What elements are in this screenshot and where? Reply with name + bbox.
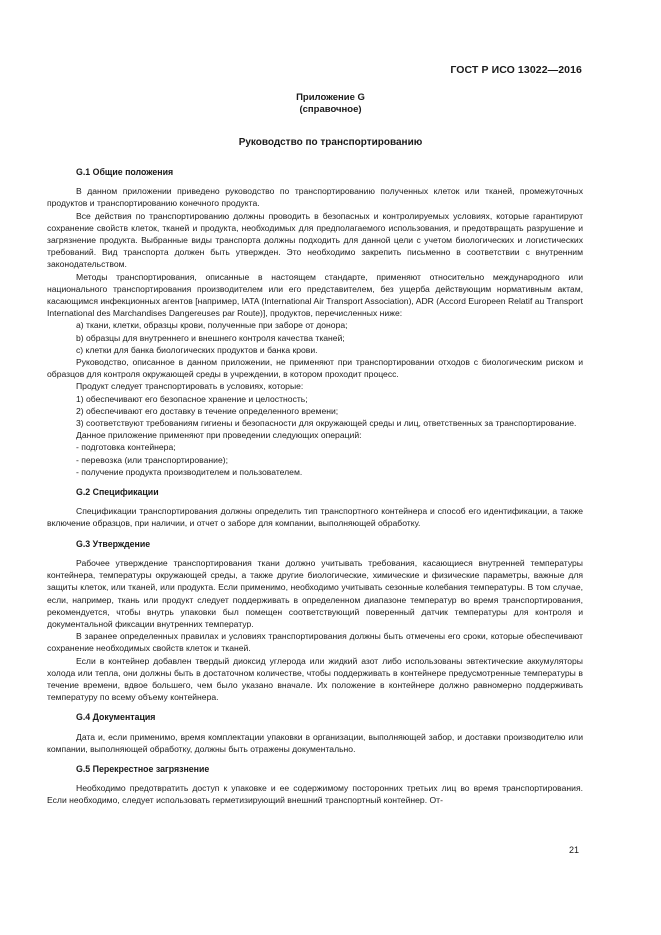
paragraph: Рабочее утверждение транспортирования ткани должно учитывать требования, касающиеся внутренней температуры контейнера, температуры окружающей среды, а также другие биологические, химические и физические параметры, важные для защиты клеток, или тканей, или продукта. Если применимо, необходимо учитывать сезонные колебания температуры. В том случае, если, например, ткань или продукт следует поддерживать в определенном диапазоне температур во время транспортирования, рекомендуется, чтобы внутрь упаковки был помещен соответствующий поверенный датчик температуры для контроля и документальной фиксации внутренних температур. (47, 557, 583, 629)
section (47, 538, 583, 704)
section-heading: G.4 Документация (76, 712, 156, 723)
paragraph: Продукт следует транспортировать в условиях, которые: (76, 381, 304, 392)
list-item: 2) обеспечивают его доставку в течение определенного времени; (76, 405, 339, 416)
section (47, 711, 583, 755)
paragraph: 3) соответствуют требованиям гигиены и безопасности для окружающей среды и лиц, ответственных за транспортирование. (76, 418, 577, 429)
paragraph: Дата и, если применимо, время комплектации упаковки в организации, выполняющей забор, и доставки производителю или компании, выполняющей обработку, должны быть отражены документально. (47, 731, 583, 754)
page-title: Руководство по транспортированию (238, 137, 423, 148)
list-item: с) клетки для банка биологических продуктов и банка крови. (76, 344, 318, 355)
list-item: - подготовка контейнера; (76, 442, 176, 453)
section-heading: G.2 Спецификации (76, 487, 159, 498)
paragraph: Методы транспортирования, описанные в настоящем стандарте, применяют относительно международного или национального транспортирования производителем или его представителем, без ущерба действующим нормативным актам, касающимся инфекционных агентов [например, IATA (International Air Transport Association), ADR (Accord Europeen Relatif au Transport International des Marchandises Dangereuses par Route)], продуктов, перечисленных ниже: (47, 271, 583, 319)
page-number: 21 (568, 845, 579, 855)
section-heading: G.3 Утверждение (76, 538, 151, 549)
paragraph: В данном приложении приведено руководство по транспортированию полученных клеток или тканей, промежуточных продуктов и транспортированию конечного продукта. (47, 186, 583, 209)
list-item: 1) обеспечивают его безопасное хранение и целостность; (76, 393, 308, 404)
document-body (47, 166, 583, 807)
annex-subtitle: (справочное) (299, 104, 362, 115)
paragraph: Все действия по транспортированию должны проводить в безопасных и контролируемых условиях, которые гарантируют сохранение свойств клеток, тканей и продукта, необходимых для предполагаемого использования, и предотвращать разрушение и загрязнение продукта. Выбранные виды транспорта должны подходить для данной цели с учетом биологических и логистических требований. Вид транспорта должен быть утвержден. Это необходимо закрепить письменно в соответствии с внутренним законодательством. (47, 210, 583, 270)
section (47, 486, 583, 530)
section-heading: G.5 Перекрестное загрязнение (76, 763, 210, 774)
paragraph: Спецификации транспортирования должны определить тип транспортного контейнера и способ его идентификации, а также включение образцов, при наличии, и отчет о заборе для компании, выполняющей обработку. (47, 506, 583, 529)
annex-heading (0, 92, 661, 116)
annex-title: Приложение G (296, 92, 365, 103)
list-item: - получение продукта производителем и пользователем. (76, 466, 303, 477)
list-item: - перевозка (или транспортирование); (76, 454, 228, 465)
paragraph: В заранее определенных правилах и условиях транспортирования должны быть отмечены его сроки, которые обеспечивают сохранение необходимых свойств клеток и тканей. (47, 631, 583, 654)
section-heading: G.1 Общие положения (76, 167, 174, 177)
list-item: b) образцы для внутреннего и внешнего контроля качества тканей; (76, 332, 345, 343)
document-code: ГОСТ Р ИСО 13022—2016 (450, 64, 582, 76)
paragraph: Если в контейнер добавлен твердый диоксид углерода или жидкий азот либо использованы эвтектические аккумуляторы холода или тепла, они должны быть в достаточном количестве, чтобы поддерживать в контейнере предусмотренные температуры в течение времени, вдвое большего, чем было указано вначале. Их положение в контейнере должно равномерно поддерживать температуру по всему объему контейнера. (47, 655, 583, 703)
section (47, 166, 583, 478)
paragraph: Необходимо предотвратить доступ к упаковке и ее содержимому посторонних третьих лиц во время транспортирования. Если необходимо, следует использовать герметизирующий внешний транспортный контейнер. От- (47, 783, 583, 806)
paragraph: Руководство, описанное в данном приложении, не применяют при транспортировании отходов с биологическим риском и образцов для контроля окружающей среды в учреждении, в котором проходит процесс. (47, 357, 583, 380)
list-item: а) ткани, клетки, образцы крови, полученные при заборе от донора; (76, 320, 348, 331)
section (47, 763, 583, 807)
paragraph: Данное приложение применяют при проведении следующих операций: (76, 430, 362, 441)
